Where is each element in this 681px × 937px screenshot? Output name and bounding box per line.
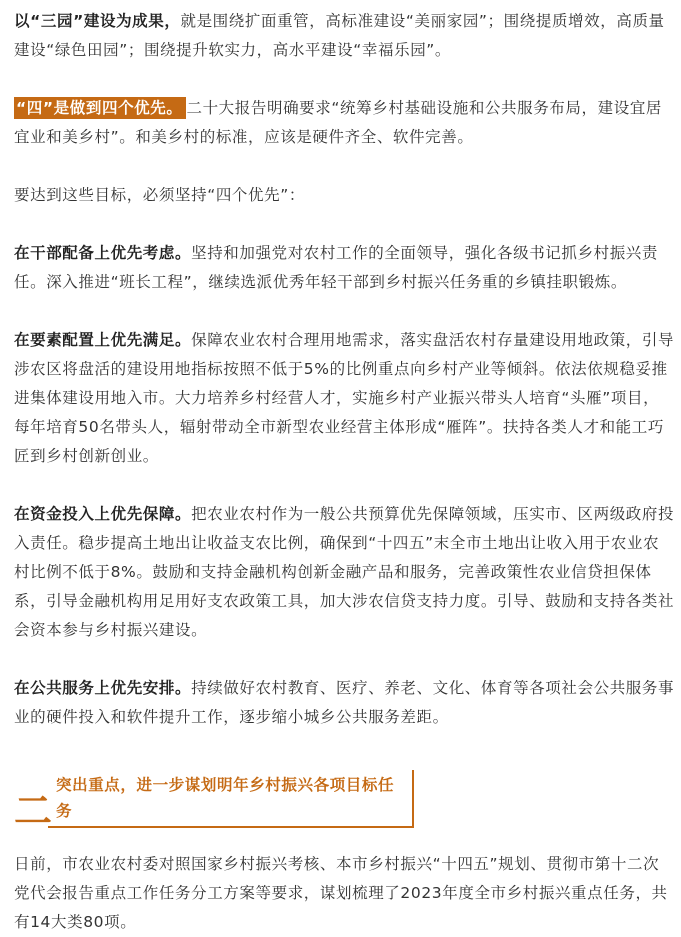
paragraph-text: 就是围绕扩面重管，高标准建设“美丽家园”；围绕提质增效，高质量建设“绿色田园”；围绕提升软实力，高水平建设“幸福乐园”。 xyxy=(14,12,665,59)
paragraph-text: 坚持和加强党对农村工作的全面领导，强化各级书记抓乡村振兴责任。深入推进“班长工程”，继续选派优秀年轻干部到乡村振兴任务重的乡镇挂职锻炼。 xyxy=(14,244,659,291)
paragraph-four-priorities xyxy=(14,94,675,152)
paragraph-text: 持续做好农村教育、医疗、养老、文化、体育等各项社会公共服务事业的硬件投入和软件提升工作，逐步缩小城乡公共服务差距。 xyxy=(14,679,675,726)
paragraph-three-gardens xyxy=(14,7,675,65)
paragraph-public-services xyxy=(14,674,675,732)
paragraph-intro xyxy=(14,181,675,210)
paragraph-lead: 在公共服务上优先安排。 xyxy=(14,679,192,697)
paragraph-text: 保障农业农村合理用地需求，落实盘活农村存量建设用地政策，引导涉农区将盘活的建设用地指标按照不低于5%的比例重点向乡村产业等倾斜。依法依规稳妥推进集体建设用地入市。大力培养乡村经营人才，实施乡村产业振兴带头人培育“头雁”项目，每年培育50名带头人，辐射带动全市新型农业经营主体形成“雁阵”。扶持各类人才和能工巧匠到乡村创新创业。 xyxy=(14,331,675,465)
paragraph-text: 把农业农村作为一般公共预算优先保障领域，压实市、区两级政府投入责任。稳步提高土地出让收益支农比例，确保到“十四五”末全市土地出让收入用于农业农村比例不低于8%。鼓励和支持金融机构创新金融产品和服务，完善政策性农业信贷担保体系，引导金融机构用足用好支农政策工具，加大涉农信贷支持力度。引导、鼓励和支持各类社会资本参与乡村振兴建设。 xyxy=(14,505,675,639)
section-heading xyxy=(14,770,416,833)
paragraph-lead: 在要素配置上优先满足。 xyxy=(14,331,192,349)
section-title: 突出重点，进一步谋划明年乡村振兴各项目标任务 xyxy=(56,776,395,820)
section-number: 二 xyxy=(14,789,53,833)
paragraph-lead: 在资金投入上优先保障。 xyxy=(14,505,192,523)
paragraph-funding xyxy=(14,500,675,645)
paragraph-text: 要达到这些目标，必须坚持“四个优先”： xyxy=(14,186,305,204)
paragraph-cadre xyxy=(14,239,675,297)
paragraph-lead: 在干部配备上优先考虑。 xyxy=(14,244,192,262)
paragraph-factors xyxy=(14,326,675,471)
paragraph-text: 二十大报告明确要求“统筹乡村基础设施和公共服务布局，建设宜居宜业和美乡村”。和美乡村的标准，应该是硬件齐全、软件完善。 xyxy=(14,99,663,146)
paragraph-lead: 以“三园”建设为成果， xyxy=(14,12,181,30)
paragraph-text: 日前，市农业农村委对照国家乡村振兴考核、本市乡村振兴“十四五”规划、贯彻市第十二次党代会报告重点工作任务分工方案等要求，谋划梳理了2023年度全市乡村振兴重点任务，共有14大类80项。 xyxy=(14,855,668,931)
highlighted-heading: “四”是做到四个优先。 xyxy=(14,97,186,119)
paragraph-tasks xyxy=(14,850,675,937)
